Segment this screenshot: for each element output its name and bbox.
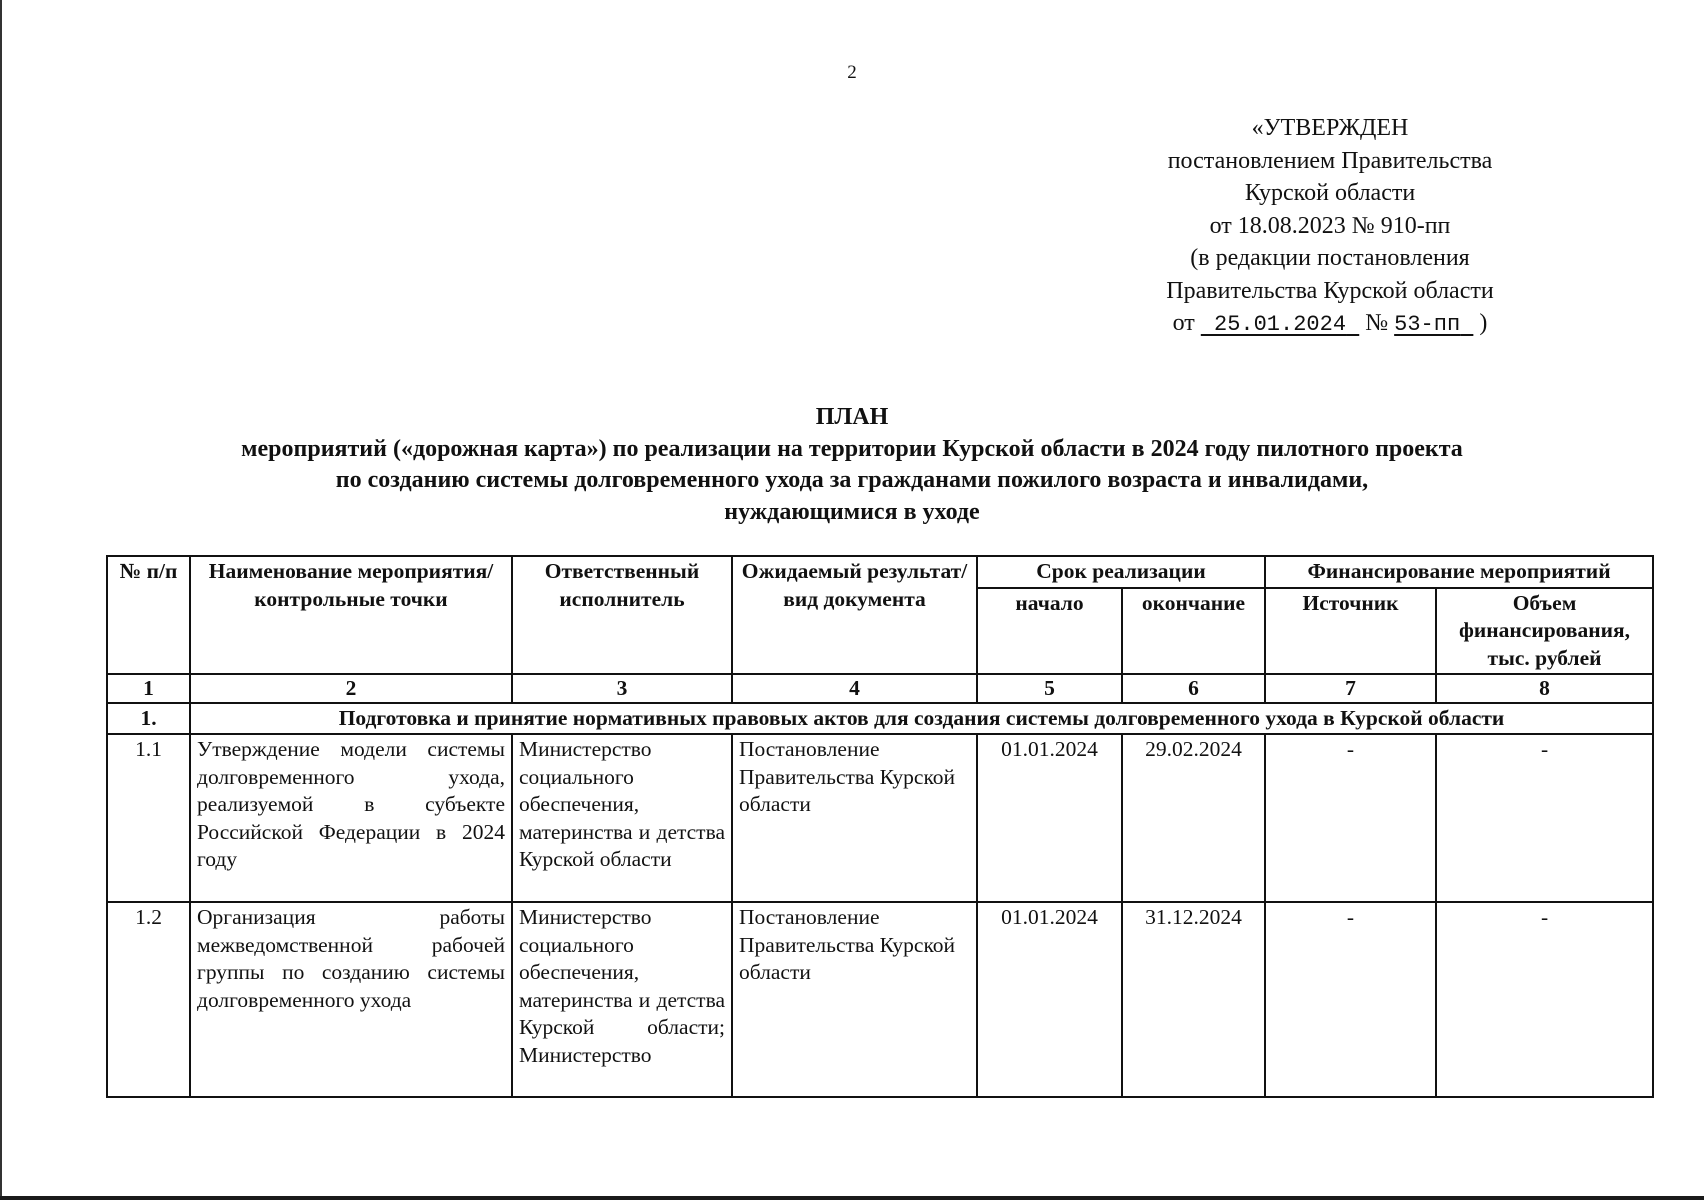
row-name: Утверждение модели системы долговременного ухода, реализуемой в субъекте Российской Федерации в 2024 году [190,734,512,902]
header-result: Ожидаемый результат/вид документа [732,556,977,674]
row-result: Постановление Правительства Курской области [732,734,977,902]
scan-left-edge [0,0,2,1200]
header-financing: Финансирование мероприятий [1265,556,1653,588]
approval-number-sign: № [1365,310,1389,336]
section-num: 1. [107,703,190,734]
header-row-1 [107,556,1653,588]
header-name: Наименование мероприятия/контрольные точки [190,556,512,674]
row-source: - [1265,902,1436,1097]
header-num: № п/п [107,556,190,674]
approval-line-4: от 18.08.2023 № 910-пп [1209,212,1451,239]
approval-number-value: 53-пп [1394,312,1461,337]
header-executor: Ответственный исполнитель [512,556,732,674]
row-executor: Министерство социального обеспечения, материнства и детства Курской области [512,734,732,902]
row-end: 29.02.2024 [1122,734,1265,902]
column-number: 1 [107,674,190,703]
row-num: 1.2 [107,902,190,1097]
approval-date-prefix: от [1172,310,1195,336]
column-number: 3 [512,674,732,703]
column-number: 7 [1265,674,1436,703]
header-start: начало [977,588,1122,675]
column-number: 2 [190,674,512,703]
column-number: 4 [732,674,977,703]
plan-table [106,555,1654,1098]
title-heading: ПЛАН [815,404,889,430]
title-line-2: по созданию системы долговременного ухода за гражданами пожилого возраста и инвалидами, [335,467,1369,493]
section-title: Подготовка и принятие нормативных правовых актов для создания системы долговременного ухода в Курской области [190,703,1653,734]
row-end: 31.12.2024 [1122,902,1265,1097]
title-line-3: нуждающимися в уходе [724,498,980,525]
scan-bottom-edge [0,1196,1704,1200]
approval-date-value: 25.01.2024 [1214,312,1347,337]
row-volume: - [1436,902,1653,1097]
approval-amendment-line [1130,307,1530,342]
approval-line-6: Правительства Курской области [1166,277,1494,304]
approval-line-1: «УТВЕРЖДЕН [1251,115,1409,141]
header-end: окончание [1122,588,1265,675]
table-row [107,902,1653,1097]
column-numbers-row [107,674,1653,703]
header-volume: Объем финансирования, тыс. рублей [1436,588,1653,675]
row-start: 01.01.2024 [977,734,1122,902]
row-source: - [1265,734,1436,902]
column-number: 5 [977,674,1122,703]
title-line-1: мероприятий («дорожная карта») по реализации на территории Курской области в 2024 году пилотного проекта [241,435,1463,462]
table-row [107,734,1653,902]
header-source: Источник [1265,588,1436,675]
header-term: Срок реализации [977,556,1265,588]
page-number: 2 [847,62,857,83]
row-result: Постановление Правительства Курской области [732,902,977,1097]
approval-line-2: постановлением Правительства [1167,147,1493,174]
section-row [107,703,1653,734]
row-name: Организация работы межведомственной рабочей группы по созданию системы долговременного ухода [190,902,512,1097]
approval-closing: ) [1479,310,1488,336]
row-num: 1.1 [107,734,190,902]
row-start: 01.01.2024 [977,902,1122,1097]
approval-line-5: (в редакции постановления [1190,245,1470,271]
approval-line-3: Курской области [1244,180,1416,206]
approval-stamp [1130,112,1530,342]
row-executor: Министерство социального обеспечения, материнства и детства Курской области; Министерство [512,902,732,1097]
column-number: 8 [1436,674,1653,703]
document-title [60,402,1644,528]
row-volume: - [1436,734,1653,902]
column-number: 6 [1122,674,1265,703]
